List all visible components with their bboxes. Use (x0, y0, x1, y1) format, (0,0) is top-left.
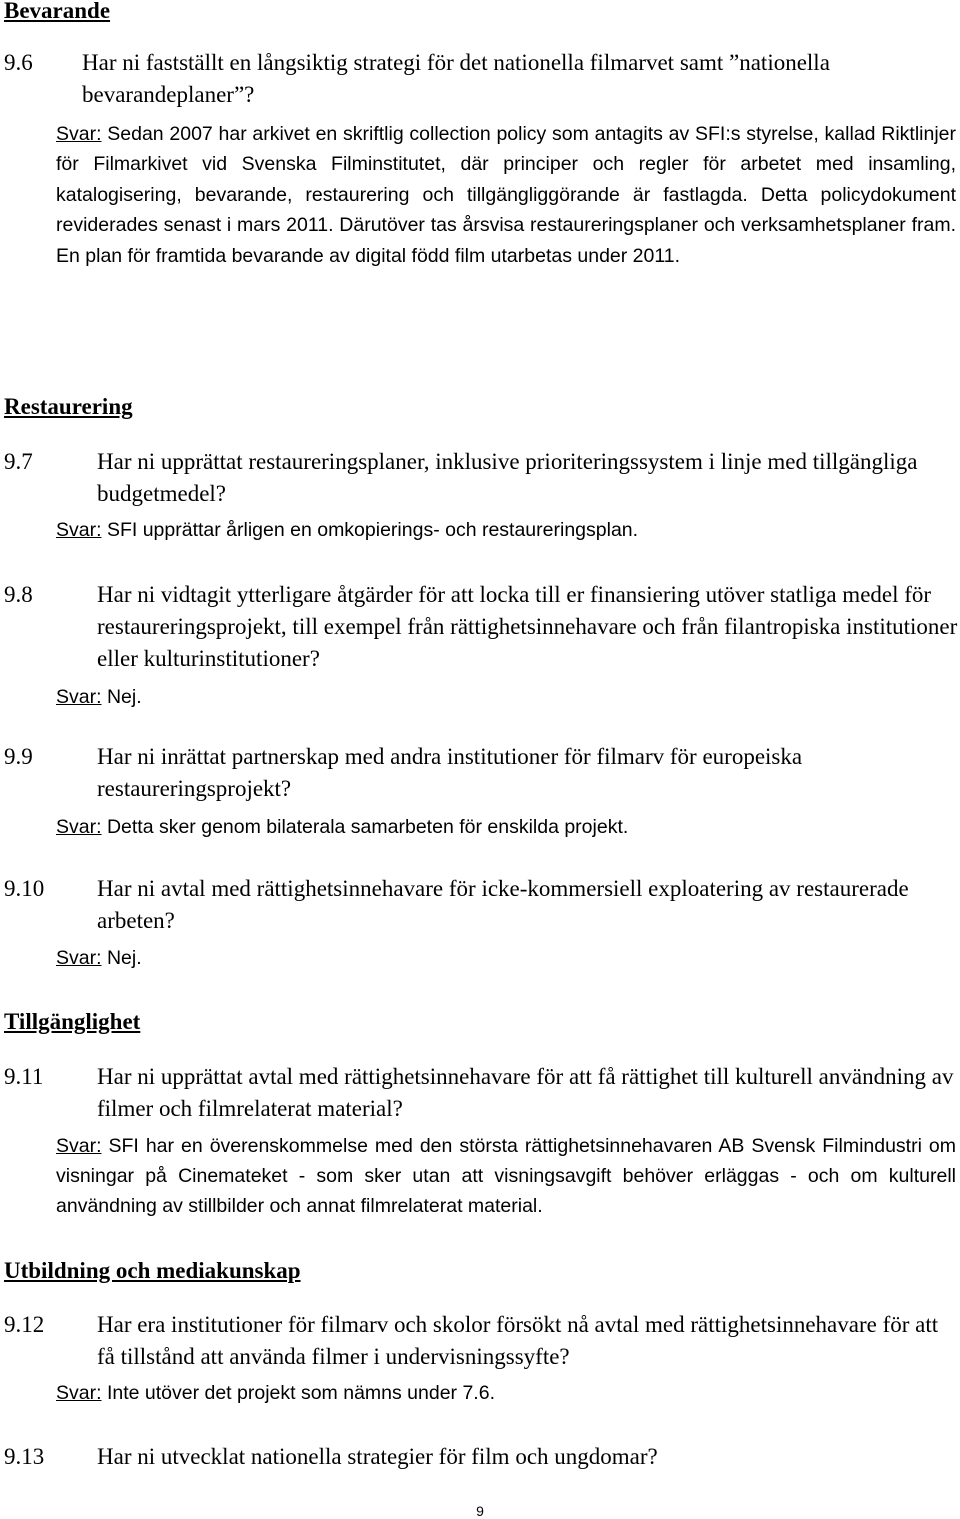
question-9-12 (4, 1309, 959, 1373)
answer-9-8 (56, 682, 956, 712)
question-number: 9.8 (4, 582, 33, 607)
answer-label: Svar: (56, 686, 102, 708)
question-text: Har era institutioner för filmarv och skolor försökt nå avtal med rättighetsinnehavare för att få tillstånd att använda filmer i undervisningssyfte? (97, 1312, 939, 1369)
question-number: 9.12 (4, 1312, 45, 1337)
question-9-6 (4, 47, 954, 111)
answer-label: Svar: (56, 1135, 102, 1157)
question-9-8 (4, 579, 959, 675)
section-heading-utbildning: Utbildning och mediakunskap (4, 1258, 301, 1283)
answer-label: Svar: (56, 816, 102, 838)
question-number: 9.9 (4, 744, 33, 769)
answer-text: SFI upprättar årligen en omkopierings- och restaureringsplan. (106, 519, 639, 541)
answer-9-9 (56, 812, 956, 842)
answer-text: Sedan 2007 har arkivet en skriftlig collection policy som antagits av SFI:s styrelse, kallad Riktlinjer för Filmarkivet vid Svenska Filminstitutet, där principer och regler för arbetet med insamling, katalogisering, bevarande, restaurering och tillgängliggörande är fastlagda. Detta policydokument reviderades senast i mars 2011. Därutöver tas årsvisa restaureringsplaner och verksamhetsplaner fram. En plan för framtida bevarande av digital född film utarbetas under 2011. (56, 123, 957, 267)
section-heading-tillganglighet: Tillgänglighet (4, 1009, 141, 1034)
question-text: Har ni fastställt en långsiktig strategi för det nationella filmarvet samt ”nationella bevarandeplaner”? (82, 50, 830, 107)
answer-9-11 (56, 1131, 956, 1221)
question-number: 9.7 (4, 449, 33, 474)
question-9-10 (4, 873, 954, 937)
question-number: 9.10 (4, 876, 45, 901)
answer-label: Svar: (56, 947, 102, 969)
answer-9-10 (56, 943, 956, 973)
page-number: 9 (476, 1503, 484, 1519)
question-number: 9.6 (4, 50, 33, 75)
answer-text: SFI har en överenskommelse med den största rättighetsinnehavaren AB Svensk Filmindustri om visningar på Cinemateket - som sker utan att visningsavgift behöver erläggas - och om kulturell användning av stillbilder och annat filmrelaterat material. (56, 1135, 957, 1217)
answer-9-6 (56, 119, 956, 271)
question-9-11 (4, 1061, 954, 1125)
answer-label: Svar: (56, 519, 102, 541)
answer-text: Detta sker genom bilaterala samarbeten för enskilda projekt. (106, 816, 629, 838)
question-text: Har ni avtal med rättighetsinnehavare för icke-kommersiell exploatering av restaurerade arbeten? (97, 876, 909, 933)
question-text: Har ni upprättat restaureringsplaner, inklusive prioriteringssystem i linje med tillgängliga budgetmedel? (97, 449, 918, 506)
question-number: 9.11 (4, 1064, 44, 1089)
answer-text: Inte utöver det projekt som nämns under 7.6. (106, 1382, 495, 1404)
question-text: Har ni utvecklat nationella strategier för film och ungdomar? (97, 1444, 658, 1469)
answer-text: Nej. (106, 947, 142, 969)
question-9-9 (4, 741, 954, 805)
section-heading-restaurering: Restaurering (4, 394, 133, 419)
answer-9-12 (56, 1378, 956, 1408)
section-heading-bevarande: Bevarande (4, 0, 111, 23)
question-text: Har ni inrättat partnerskap med andra institutioner för filmarv för europeiska restaureringsprojekt? (97, 744, 803, 801)
question-text: Har ni upprättat avtal med rättighetsinnehavare för att få rättighet till kulturell användning av filmer och filmrelaterat material? (97, 1064, 954, 1121)
answer-label: Svar: (56, 123, 102, 145)
answer-9-7 (56, 515, 956, 545)
question-9-7 (4, 446, 954, 510)
answer-label: Svar: (56, 1382, 102, 1404)
question-text: Har ni vidtagit ytterligare åtgärder för att locka till er finansiering utöver statliga medel för restaureringsprojekt, till exempel från rättighetsinnehavare och från filantropiska institutioner eller kulturinstitutioner? (97, 582, 958, 671)
question-9-13 (4, 1441, 954, 1473)
question-number: 9.13 (4, 1444, 45, 1469)
answer-text: Nej. (106, 686, 142, 708)
